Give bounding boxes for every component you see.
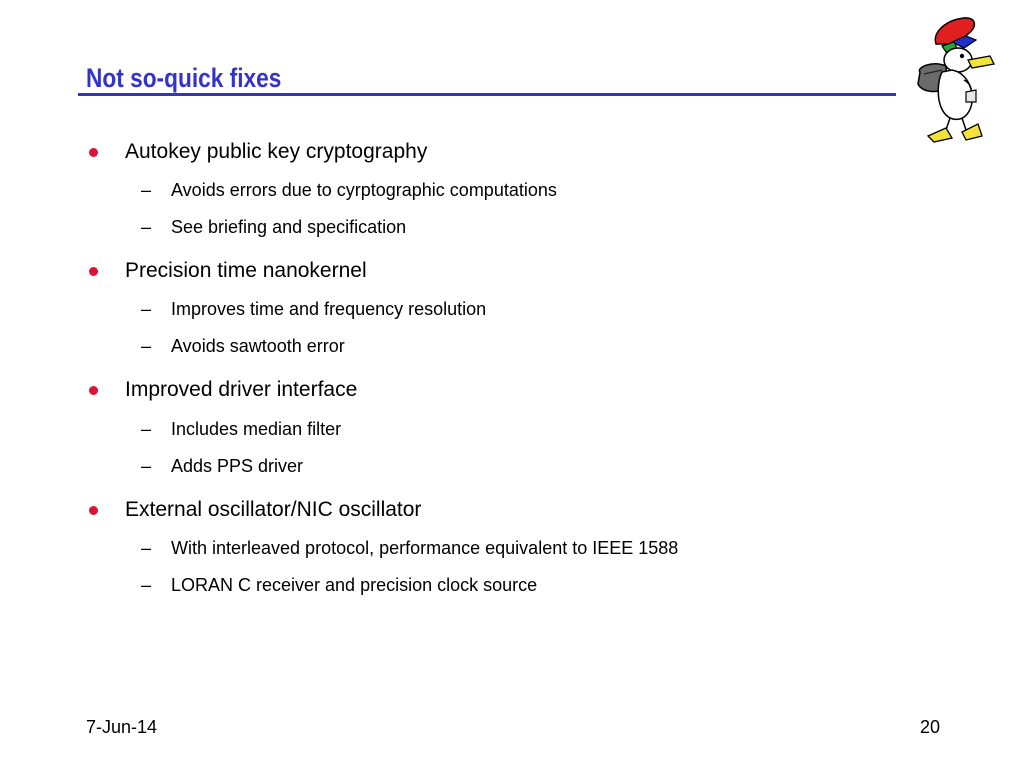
sub-bullet-item: With interleaved protocol, performance equivalent to IEEE 1588 xyxy=(171,538,679,558)
page-number: 20 xyxy=(919,717,940,737)
sub-bullet-item: Avoids sawtooth error xyxy=(171,336,345,356)
sub-bullet-item: See briefing and specification xyxy=(171,217,407,237)
slide-title: Not so-quick fixes xyxy=(86,63,282,93)
bullet-marker xyxy=(89,386,98,395)
footer-date: 7-Jun-14 xyxy=(86,717,158,737)
bullet-marker xyxy=(89,267,98,276)
sub-bullet-item: Avoids errors due to cyrptographic computations xyxy=(171,180,557,200)
bullet-marker xyxy=(89,148,98,157)
sub-bullet-item: Includes median filter xyxy=(171,419,342,439)
sub-bullet-marker: – xyxy=(141,217,152,237)
sub-bullet-item: Adds PPS driver xyxy=(171,456,304,476)
bullet-item: Autokey public key cryptography xyxy=(125,140,428,163)
sub-bullet-marker: – xyxy=(141,336,152,356)
sub-bullet-marker: – xyxy=(141,419,152,439)
bullet-item: Improved driver interface xyxy=(125,378,358,401)
sub-bullet-marker: – xyxy=(141,456,152,476)
sub-bullet-marker: – xyxy=(141,575,152,595)
sub-bullet-marker: – xyxy=(141,538,152,558)
sub-bullet-marker: – xyxy=(141,180,152,200)
sub-bullet-marker: – xyxy=(141,299,152,319)
sub-bullet-item: Improves time and frequency resolution xyxy=(171,299,487,319)
bullet-marker xyxy=(89,506,98,515)
bullet-item: Precision time nanokernel xyxy=(125,259,367,282)
bullet-item: External oscillator/NIC oscillator xyxy=(125,498,422,521)
sub-bullet-item: LORAN C receiver and precision clock source xyxy=(171,575,538,595)
